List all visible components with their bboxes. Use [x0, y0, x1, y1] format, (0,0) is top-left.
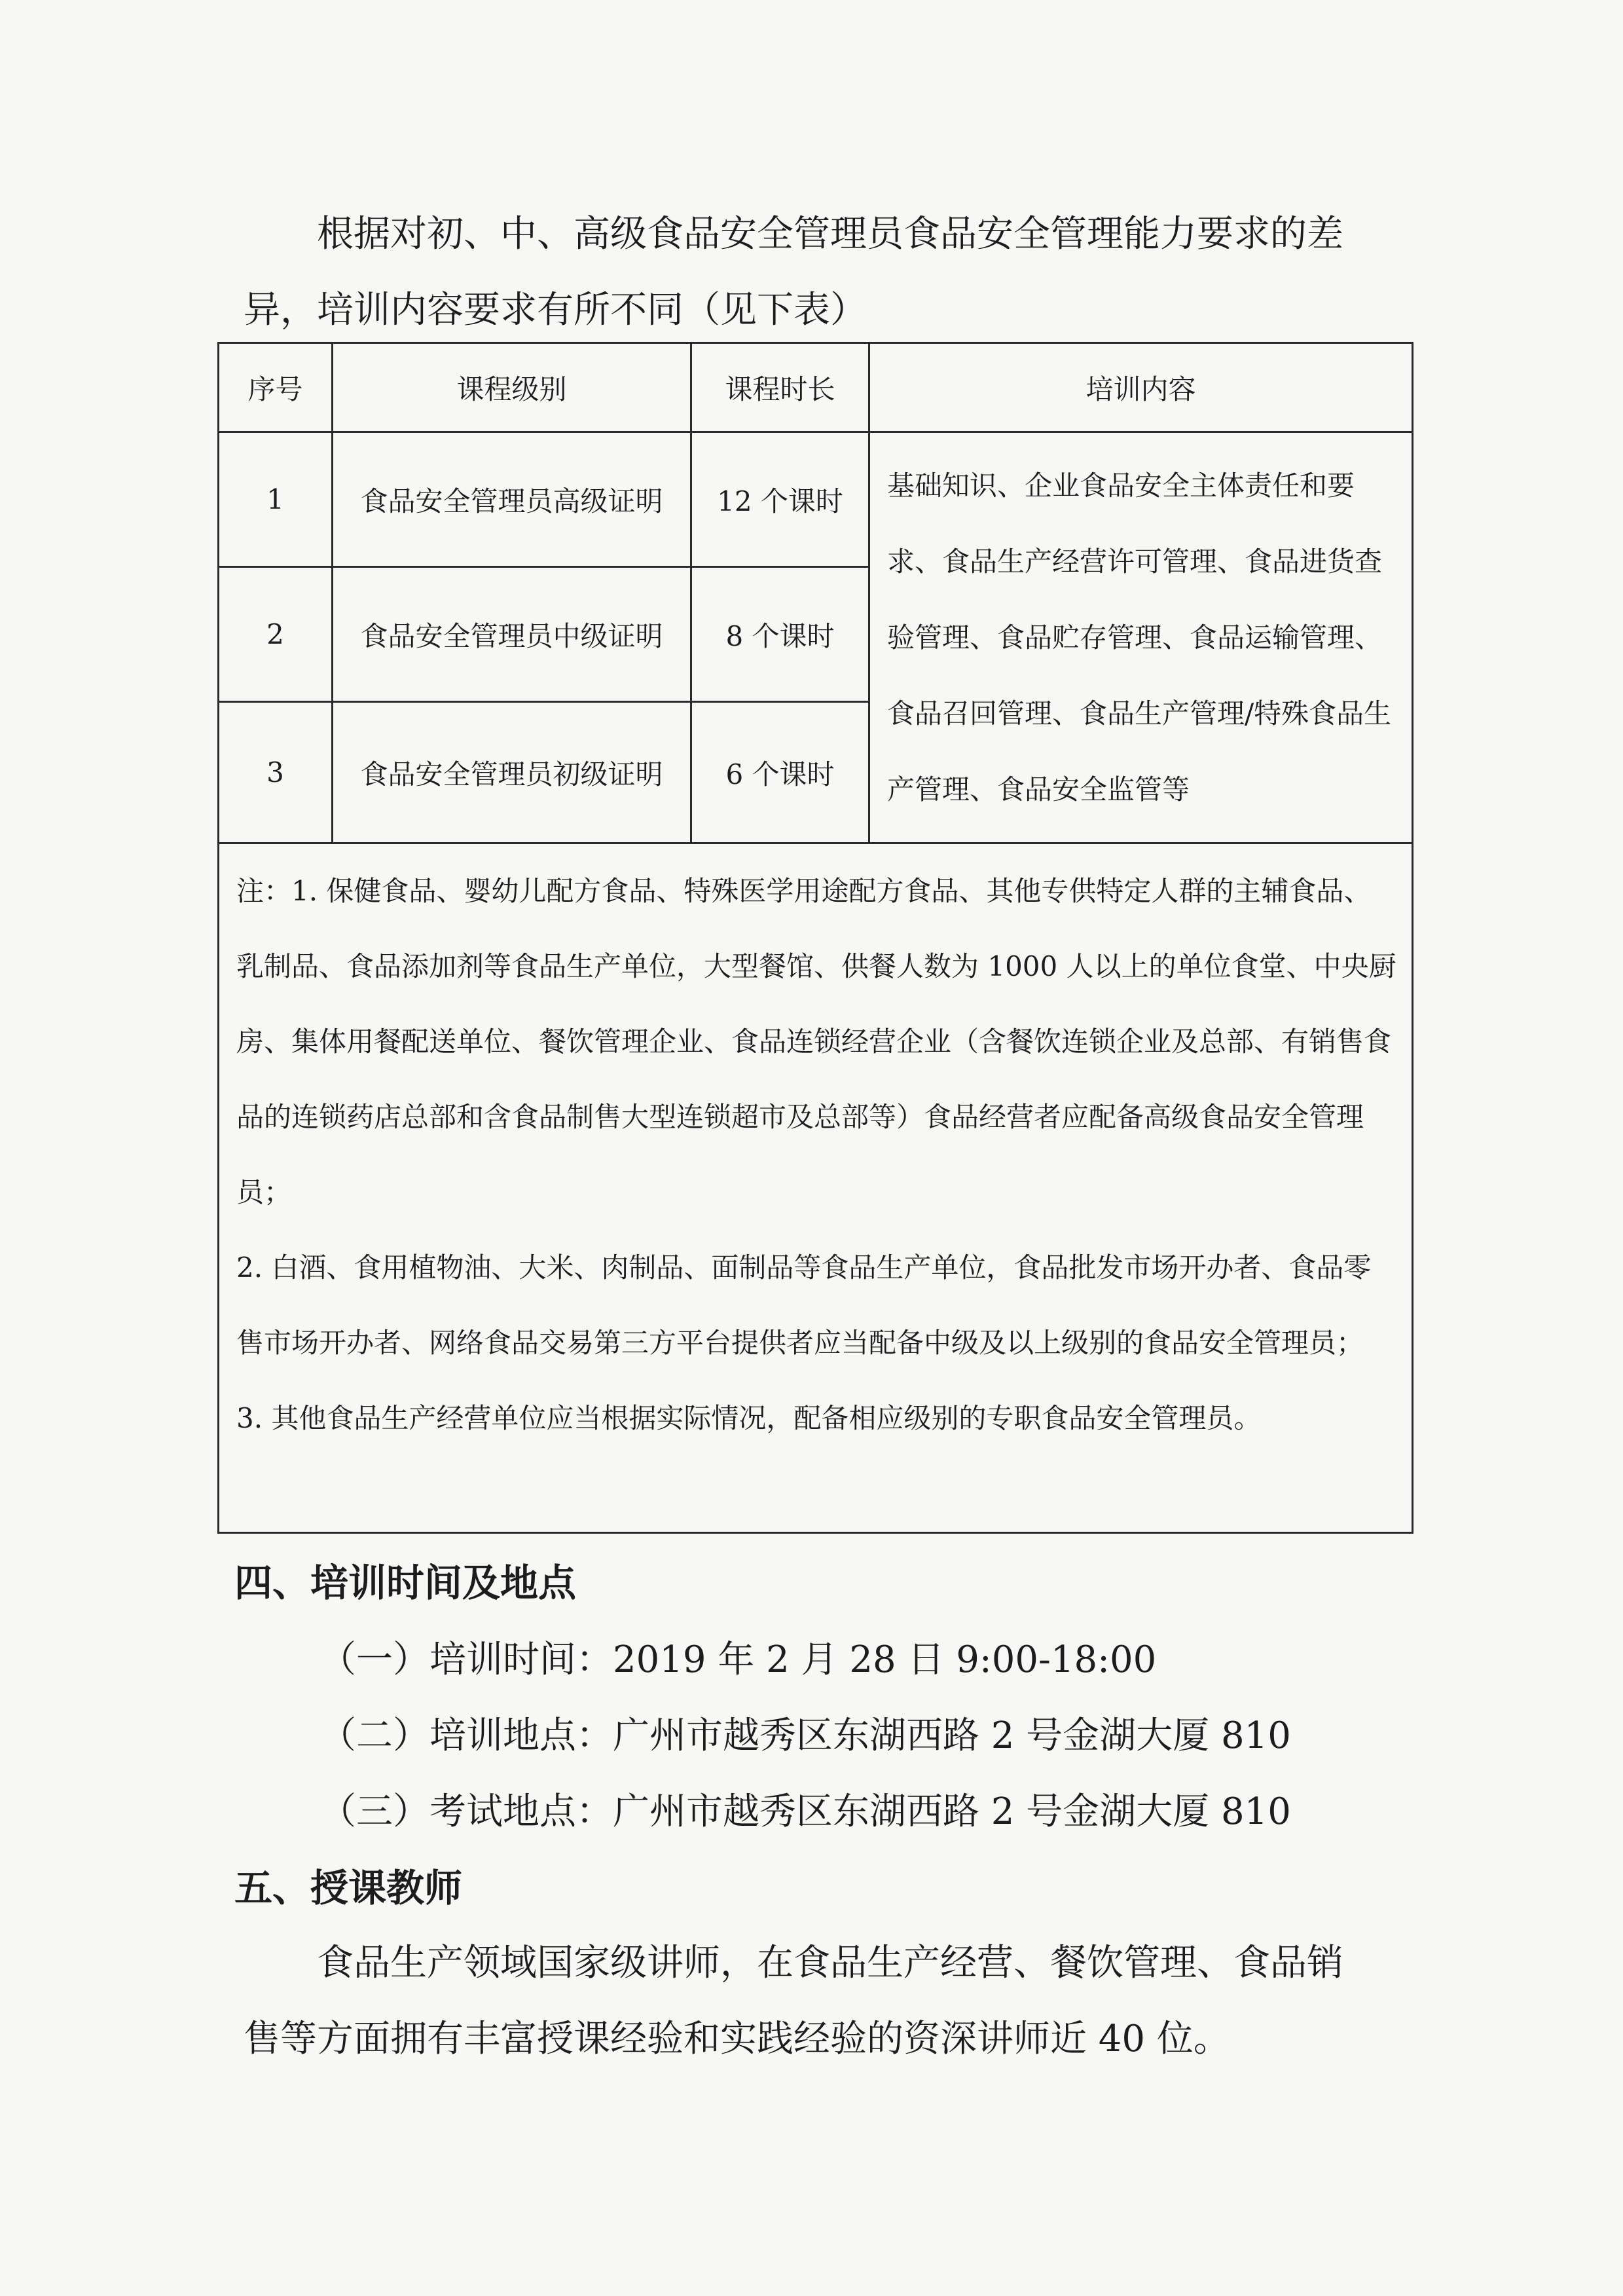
teachers-paragraph: 食品生产领域国家级讲师，在食品生产经营、餐饮管理、食品销售等方面拥有丰富授课经验和实践经验的资深讲师近 40 位。 — [244, 1942, 1343, 2060]
row-level: 食品安全管理员中级证明 — [333, 567, 691, 702]
section-5-heading: 五、授课教师 — [234, 1866, 463, 1910]
course-table — [217, 342, 1413, 1534]
header-no: 序号 — [219, 343, 333, 432]
section-4-heading: 四、培训时间及地点 — [234, 1561, 577, 1605]
row-no: 2 — [219, 567, 333, 702]
row-hours: 12 个课时 — [691, 432, 869, 567]
row-hours: 6 个课时 — [691, 702, 869, 843]
training-content-cell: 基础知识、企业食品安全主体责任和要求、食品生产经营许可管理、食品进货查验管理、食品贮存管理、食品运输管理、食品召回管理、食品生产管理/特殊食品生产管理、食品安全监管等 — [869, 432, 1413, 843]
row-level: 食品安全管理员高级证明 — [333, 432, 691, 567]
exam-location: （三）考试地点：广州市越秀区东湖西路 2 号金湖大厦 810 — [319, 1790, 1291, 1833]
header-level: 课程级别 — [333, 343, 691, 432]
notes-cell — [219, 843, 1413, 1533]
note-3: 3. 其他食品生产经营单位应当根据实际情况，配备相应级别的专职食品安全管理员。 — [236, 1402, 1262, 1434]
training-time: （一）培训时间：2019 年 2 月 28 日 9:00-18:00 — [319, 1639, 1157, 1681]
row-level: 食品安全管理员初级证明 — [333, 702, 691, 843]
note-1: 注：1. 保健食品、婴幼儿配方食品、特殊医学用途配方食品、其他专供特定人群的主辅食品、乳制品、食品添加剂等食品生产单位，大型餐馆、供餐人数为 1000 人以上的单位食堂、中央厨房、集体用餐配送单位、餐饮管理企业、食品连锁经营企业（含餐饮连锁企业及总部、有销售食品的连锁药店总部和含食品制售大型连锁超市及总部等）食品经营者应配备高级食品安全管理员； — [236, 875, 1396, 1208]
row-hours: 8 个课时 — [691, 567, 869, 702]
row-no: 3 — [219, 702, 333, 843]
note-2: 2. 白酒、食用植物油、大米、肉制品、面制品等食品生产单位，食品批发市场开办者、食品零售市场开办者、网络食品交易第三方平台提供者应当配备中级及以上级别的食品安全管理员； — [236, 1251, 1372, 1359]
notes-row — [219, 843, 1413, 1533]
header-content: 培训内容 — [869, 343, 1413, 432]
intro-paragraph: 根据对初、中、高级食品安全管理员食品安全管理能力要求的差异，培训内容要求有所不同（见下表） — [244, 213, 1343, 331]
table-header-row — [219, 343, 1413, 432]
header-hours: 课程时长 — [691, 343, 869, 432]
training-location: （二）培训地点：广州市越秀区东湖西路 2 号金湖大厦 810 — [319, 1714, 1291, 1757]
table-row — [219, 432, 1413, 567]
row-no: 1 — [219, 432, 333, 567]
